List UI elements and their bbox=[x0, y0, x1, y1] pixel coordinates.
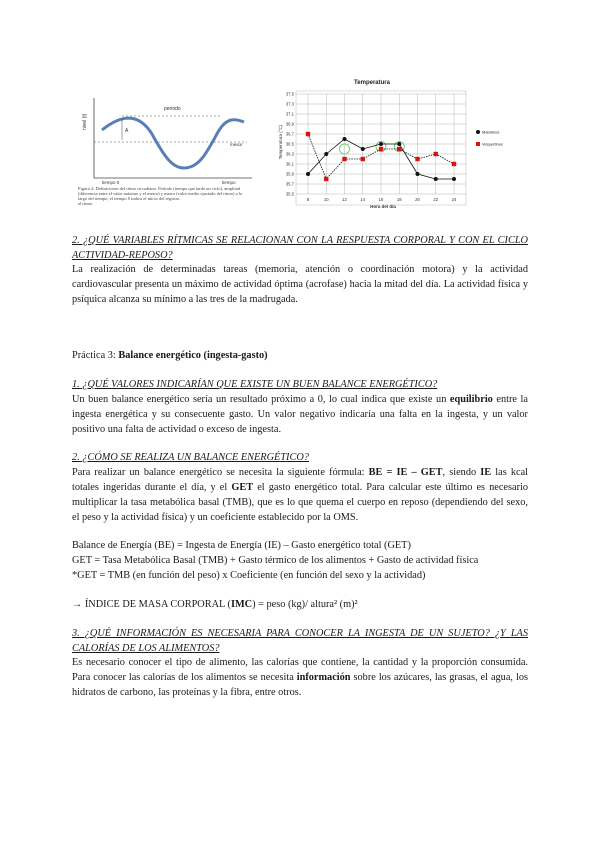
practice-prefix: Práctica 3: bbox=[72, 350, 119, 361]
q3-answer bbox=[72, 655, 528, 700]
point-vespertinos bbox=[452, 162, 456, 166]
point-matutinos bbox=[343, 137, 347, 141]
point-matutinos bbox=[379, 142, 383, 146]
y-tick-label: 37.3 bbox=[285, 101, 294, 107]
imc-formula bbox=[72, 597, 528, 612]
legend-marker-matutinos bbox=[476, 130, 480, 134]
practice-heading bbox=[72, 348, 528, 363]
rhythm-x-tick-right: tiempo bbox=[222, 180, 236, 185]
rhythm-figure bbox=[72, 90, 272, 214]
point-matutinos bbox=[452, 177, 456, 181]
point-matutinos bbox=[416, 172, 420, 176]
y-tick-label: 36.7 bbox=[285, 131, 294, 137]
point-vespertinos bbox=[342, 157, 346, 161]
rhythm-caption-2: (diferencia entre el valor máximo y el mesor) y mesor (valor medio ajustado del ritmo) a lo bbox=[78, 191, 243, 196]
q2-get: GET bbox=[231, 482, 254, 493]
formula-be: Balance de Energía (BE) = Ingesta de Energía (IE) – Gasto energético total (GET) bbox=[72, 540, 411, 551]
imc-arrow: → bbox=[72, 599, 85, 610]
imc-text-2: ) = peso (kg)/ altura² (m)² bbox=[252, 599, 358, 610]
temperature-chart bbox=[276, 76, 503, 212]
q3-text-1: Es necesario conocer el tipo de alimento, las calorías que contiene, la cantidad y la proporción consumida. Para conocer las calorías de los alimentos se necesita bbox=[72, 657, 528, 683]
point-matutinos bbox=[434, 177, 438, 181]
point-matutinos bbox=[306, 172, 310, 176]
point-matutinos bbox=[324, 152, 328, 156]
amplitude-label: A bbox=[125, 128, 129, 134]
rhythm-y-label: nivel (t) bbox=[82, 113, 88, 130]
rhythm-caption-1: Figura 2: Definiciones del ritmo circadiano. Período (tiempo que tarda un ciclo), amplitud bbox=[78, 186, 241, 191]
q3-question: 3. ¿QUÉ INFORMACIÓN ES NECESARIA PARA CONOCER LA INGESTA DE UN SUJETO? ¿Y LAS CALORÍAS DE LOS ALIMENTOS? bbox=[72, 628, 528, 654]
y-tick-label: 35.9 bbox=[285, 171, 294, 177]
point-vespertinos bbox=[324, 177, 328, 181]
x-tick-label: 20 bbox=[415, 197, 420, 202]
q2-text-4: el gasto energético total. Para calcular este último es necesario multiplicar la tasa metabólica basal (TMB), que es lo que quema el cuerpo en reposo (dependiendo del sexo, el peso y la actividad física) y un coeficiente establecido por la OMS. bbox=[72, 482, 529, 523]
temperature-chart-svg bbox=[276, 76, 503, 212]
point-vespertinos bbox=[415, 157, 419, 161]
q1-answer-text-1: Un buen balance energético sería un resultado próximo a 0, lo cual indica que existe un bbox=[72, 394, 450, 405]
q1-answer-text-2: entre la ingesta energética y su consecuente gasto. Un valor negativo indicaría una falta en la ingesta, y un valor positivo una falta de actividad o exceso de ingesta. bbox=[72, 394, 528, 435]
y-tick-label: 36.9 bbox=[285, 121, 294, 127]
q2-question: 2. ¿CÓMO SE REALIZA UN BALANCE ENERGÉTICO? bbox=[72, 452, 309, 463]
imc-abbr: IMC bbox=[230, 599, 253, 610]
legend-label-matutinos: Matutinos bbox=[482, 129, 500, 135]
rhythm-x-tick-left: tiempo 0 bbox=[102, 180, 120, 185]
point-vespertinos bbox=[379, 147, 383, 151]
formula-get-note: *GET = TMB (en función del peso) x Coeficiente (en función del sexo y la actividad) bbox=[72, 570, 426, 581]
q1-answer-bold: equilibrio bbox=[449, 394, 493, 405]
point-matutinos bbox=[361, 147, 365, 151]
x-tick-label: 12 bbox=[342, 197, 347, 202]
point-vespertinos bbox=[434, 152, 438, 156]
rhythm-curve bbox=[102, 118, 244, 168]
y-tick-label: 35.5 bbox=[285, 191, 294, 197]
y-tick-label: 36.1 bbox=[285, 161, 294, 167]
q2-text-2: , siendo bbox=[442, 467, 481, 478]
point-matutinos bbox=[397, 142, 401, 146]
x-tick-label: 10 bbox=[323, 197, 329, 202]
imc-text-1: ÍNDICE DE MASA CORPORAL ( bbox=[84, 599, 231, 610]
x-tick-label: 24 bbox=[451, 197, 457, 202]
q1-answer bbox=[72, 392, 528, 437]
mesor-label: mesor bbox=[230, 142, 243, 147]
point-vespertinos bbox=[361, 157, 365, 161]
y-tick-label: 35.7 bbox=[285, 181, 294, 187]
q2-answer bbox=[72, 465, 528, 525]
x-tick-label: 14 bbox=[360, 197, 366, 202]
point-vespertinos bbox=[306, 132, 310, 136]
legend-marker-vespertinos bbox=[476, 142, 480, 146]
legend-label-vespertinos: Vespertinos bbox=[482, 141, 503, 147]
q2-formula: BE = IE – GET bbox=[368, 467, 443, 478]
y-tick-label: 37.5 bbox=[285, 91, 294, 97]
q1-question: 1. ¿QUÉ VALORES INDICARÍAN QUE EXISTE UN BUEN BALANCE ENERGÉTICO? bbox=[72, 379, 438, 390]
period-label: periodo bbox=[164, 106, 181, 112]
y-tick-label: 37.1 bbox=[285, 111, 294, 117]
x-tick-label: 8 bbox=[306, 197, 310, 202]
y-tick-label: 36.3 bbox=[285, 151, 294, 157]
q3-bold: información bbox=[296, 672, 351, 683]
y-tick-label: 36.5 bbox=[285, 141, 294, 147]
point-vespertinos bbox=[397, 147, 401, 151]
x-tick-label: 22 bbox=[433, 197, 439, 202]
rhythm-caption-4: al ritmo. bbox=[78, 201, 94, 206]
chart-title: Temperatura bbox=[354, 80, 390, 86]
q2-text-1: Para realizar un balance energético se necesita la siguiente fórmula: bbox=[72, 467, 369, 478]
q3-text-2: sobre los azúcares, las grasas, el agua, los hidratos de carbono, las proteínas y la fibra, entre otros. bbox=[72, 672, 528, 698]
formula-get: GET = Tasa Metabólica Basal (TMB) + Gasto térmico de los alimentos + Gasto de actividad física bbox=[72, 555, 479, 566]
section2-answer: La realización de determinadas tareas (memoria, atención o coordinación motora) y la actividad cardiovascular presenta un máximo de actividad óptima (acrofase) hacia la mitad del día. La actividad física y psíquica alcanza su mínimo a las tres de la madrugada. bbox=[72, 264, 528, 305]
chart-y-label: Temperatura (°C) bbox=[278, 124, 283, 160]
q2-text-3: las kcal totales ingeridas durante el día, y el bbox=[72, 467, 528, 493]
x-tick-label: 16 bbox=[378, 197, 384, 202]
practice-title: Balance energético (ingesta-gasto) bbox=[118, 350, 268, 361]
rhythm-caption-3: largo del tiempo; el tiempo 0 indica el inicio del registro. bbox=[78, 196, 181, 201]
q2-ie: IE bbox=[480, 467, 492, 478]
chart-x-label: Hora del día bbox=[370, 204, 396, 209]
x-tick-label: 18 bbox=[396, 197, 402, 202]
section2-question: 2. ¿QUÉ VARIABLES RÍTMICAS SE RELACIONAN CON LA RESPUESTA CORPORAL Y CON EL CICLO ACTIVIDAD-REPOSO? bbox=[72, 235, 528, 261]
